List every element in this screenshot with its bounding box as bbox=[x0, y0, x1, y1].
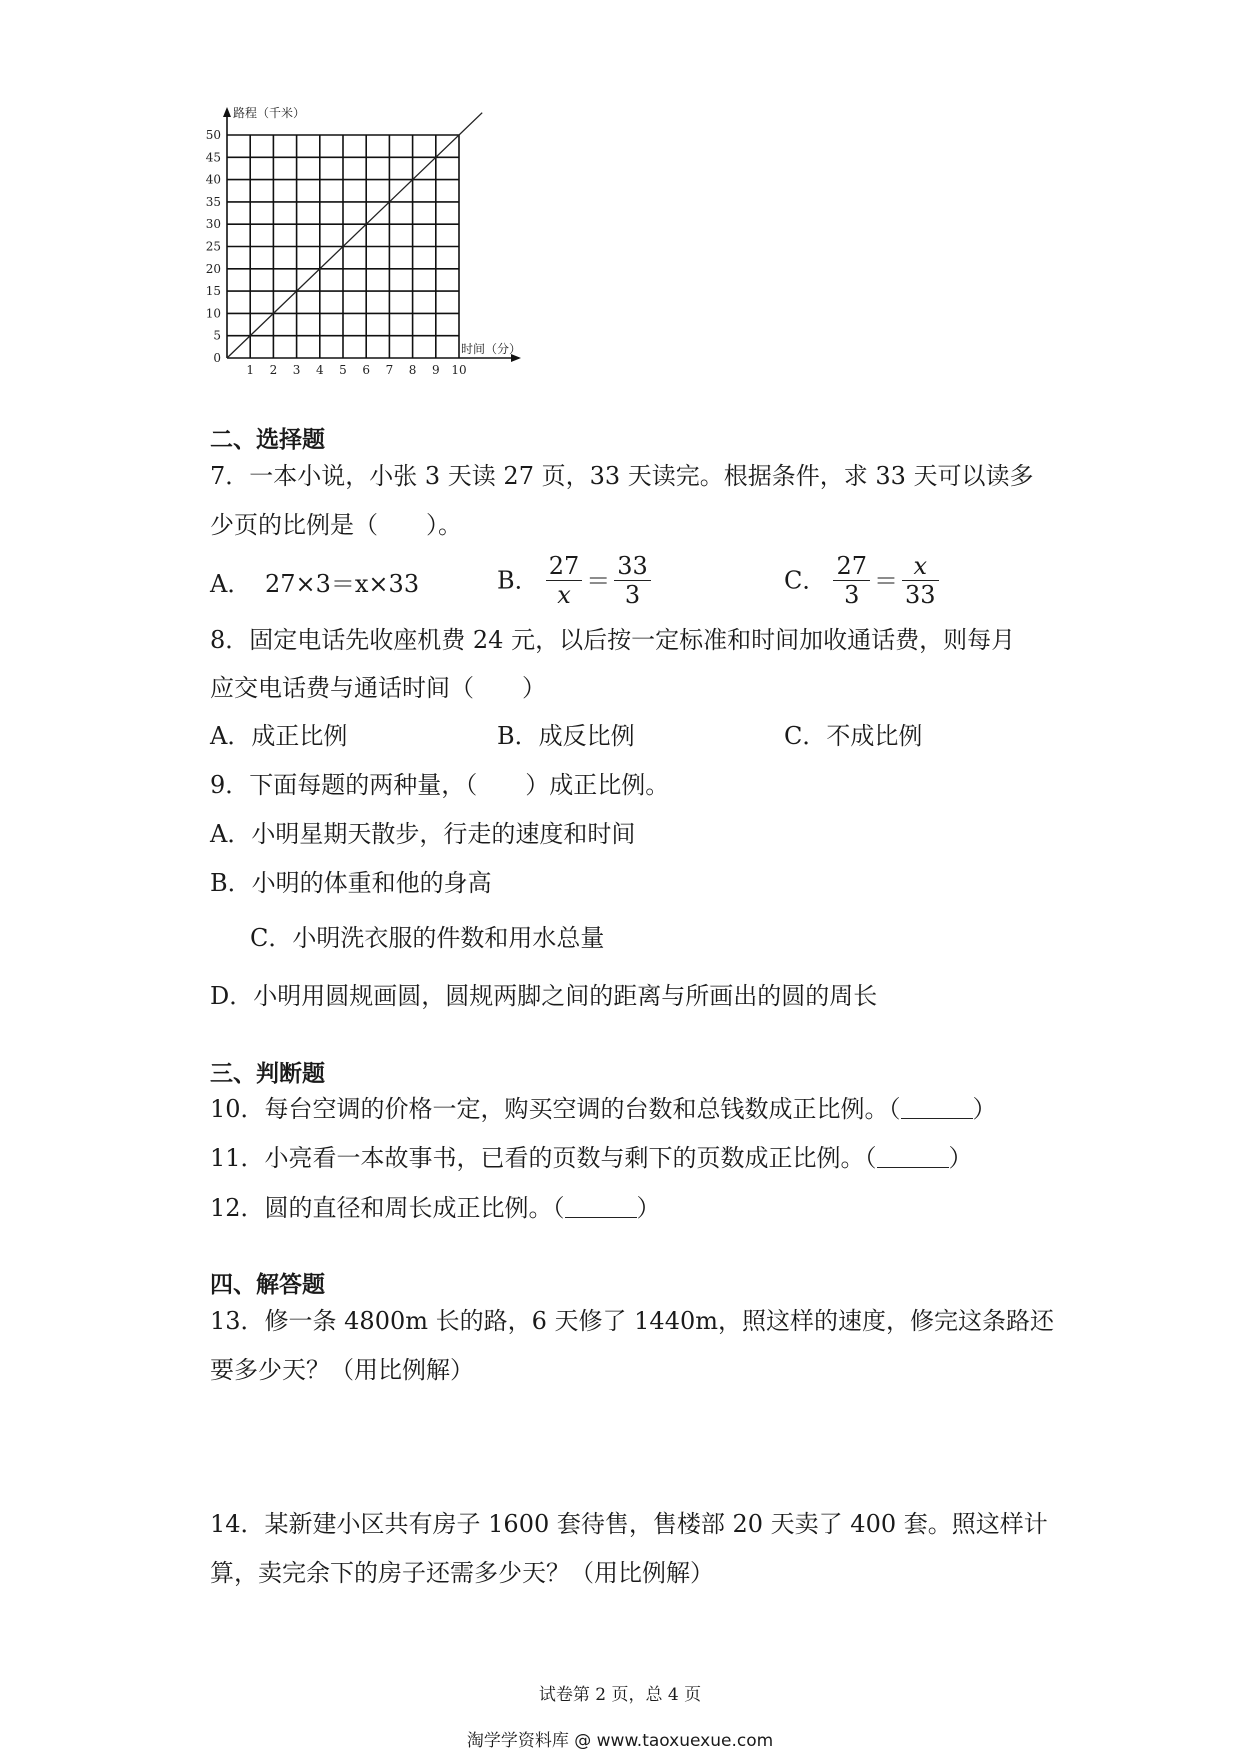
q11-statement bbox=[210, 1142, 973, 1174]
q7-option-b bbox=[497, 552, 653, 609]
x-tick-label: 3 bbox=[292, 363, 301, 377]
q11-text: 11．小亮看一本故事书，已看的页数与剩下的页数成正比例。（ bbox=[210, 1144, 877, 1172]
x-tick-label: 8 bbox=[408, 363, 417, 377]
q7-option-a-expr: 27×3＝x×33 bbox=[264, 570, 420, 598]
q7-c-num1: 27 bbox=[833, 552, 870, 581]
q9-option-c: C．小明洗衣服的件数和用水总量 bbox=[250, 924, 605, 952]
q13-stem-line2: 要多少天？（用比例解） bbox=[210, 1356, 474, 1384]
y-tick-label: 50 bbox=[205, 128, 221, 142]
x-tick-label: 7 bbox=[385, 363, 394, 377]
q12-text: 12．圆的直径和周长成正比例。（ bbox=[210, 1194, 565, 1222]
x-tick-label: 1 bbox=[246, 363, 255, 377]
q14-stem-line1: 14．某新建小区共有房子 1600 套待售，售楼部 20 天卖了 400 套。照这样计 bbox=[210, 1510, 1048, 1538]
section-heading-choice: 二、选择题 bbox=[210, 427, 325, 453]
q8-option-b: B．成反比例 bbox=[497, 722, 635, 750]
q7-c-equals: ＝ bbox=[874, 566, 899, 595]
y-tick-label: 30 bbox=[205, 217, 221, 232]
q7-c-fraction-left bbox=[833, 552, 870, 609]
q10-text: 10．每台空调的价格一定，购买空调的台数和总钱数成正比例。（ bbox=[210, 1095, 901, 1123]
q7-b-num2: 33 bbox=[614, 552, 651, 581]
q8-option-c: C．不成比例 bbox=[784, 722, 923, 750]
y-tick-label: 20 bbox=[205, 261, 221, 276]
q7-b-den2: 3 bbox=[624, 581, 641, 609]
y-tick-label: 35 bbox=[205, 194, 221, 209]
q10-statement bbox=[210, 1093, 997, 1125]
q7-c-fraction-right bbox=[902, 552, 939, 609]
y-tick-label: 40 bbox=[205, 172, 221, 187]
x-tick-label: 5 bbox=[339, 363, 347, 377]
q13-stem-line1: 13．修一条 4800m 长的路，6 天修了 1440m，照这样的速度，修完这条路还 bbox=[210, 1307, 1054, 1335]
y-tick-label: 5 bbox=[213, 328, 221, 343]
y-tick-label: 25 bbox=[205, 239, 221, 254]
y-tick-label: 0 bbox=[213, 351, 221, 365]
y-tick-label: 10 bbox=[205, 306, 221, 321]
q8-stem-line2: 应交电话费与通话时间（ ） bbox=[210, 674, 546, 702]
x-tick-label: 9 bbox=[431, 363, 440, 377]
chart-xlabel: 时间（分） bbox=[461, 342, 522, 356]
q12-close: ） bbox=[636, 1194, 661, 1222]
chart-axes bbox=[223, 107, 521, 362]
series-line bbox=[227, 113, 482, 358]
x-tick-label: 10 bbox=[451, 363, 467, 377]
page-footer: 试卷第 2 页，总 4 页 bbox=[538, 1685, 702, 1705]
y-tick-label: 45 bbox=[205, 150, 221, 165]
section-heading-answer: 四、解答题 bbox=[210, 1272, 325, 1298]
q10-close: ） bbox=[972, 1095, 997, 1123]
y-tick-label: 15 bbox=[205, 284, 221, 299]
q8-stem-line1: 8．固定电话先收座机费 24 元，以后按一定标准和时间加收通话费，则每月 bbox=[210, 626, 1016, 654]
q12-answer-blank[interactable] bbox=[565, 1195, 637, 1218]
q7-b-equals: ＝ bbox=[586, 566, 611, 595]
q7-c-den1: 3 bbox=[844, 581, 860, 609]
q9-option-b: B．小明的体重和他的身高 bbox=[210, 869, 492, 897]
q7-option-c-label: C． bbox=[784, 566, 827, 595]
q7-stem-line2: 少页的比例是（ ）。 bbox=[210, 511, 462, 539]
q7-b-fraction-right bbox=[614, 552, 651, 609]
q14-stem-line2: 算，卖完余下的房子还需多少天？（用比例解） bbox=[210, 1559, 714, 1587]
q7-b-fraction-left bbox=[546, 552, 583, 609]
q7-c-den2: 33 bbox=[905, 581, 936, 609]
q11-close: ） bbox=[948, 1144, 973, 1172]
q7-option-b-label: B． bbox=[497, 566, 539, 595]
q7-b-num1: 27 bbox=[546, 552, 583, 581]
q8-option-a: A．成正比例 bbox=[210, 722, 348, 750]
q9-option-d: D．小明用圆规画圆，圆规两脚之间的距离与所画出的圆的周长 bbox=[210, 982, 878, 1010]
x-tick-label: 4 bbox=[315, 363, 324, 377]
q7-option-a bbox=[210, 568, 419, 600]
q9-option-a: A．小明星期天散步，行走的速度和时间 bbox=[210, 820, 636, 848]
q11-answer-blank[interactable] bbox=[877, 1145, 949, 1168]
section-heading-judge: 三、判断题 bbox=[210, 1061, 325, 1087]
q7-option-a-label: A． bbox=[210, 570, 252, 598]
q7-stem-line1: 7．一本小说，小张 3 天读 27 页，33 天读完。根据条件，求 33 天可以读多 bbox=[210, 462, 1034, 490]
y-axis-arrow bbox=[223, 107, 231, 117]
distance-time-chart bbox=[195, 105, 540, 380]
x-tick-label: 2 bbox=[269, 363, 278, 377]
chart-ylabel: 路程（千米） bbox=[233, 106, 306, 120]
q9-stem: 9．下面每题的两种量，（ ）成正比例。 bbox=[210, 771, 670, 799]
q10-answer-blank[interactable] bbox=[901, 1096, 973, 1119]
q12-statement bbox=[210, 1192, 661, 1224]
q7-option-c bbox=[784, 552, 941, 609]
chart-series bbox=[227, 113, 482, 358]
q7-b-den1: x bbox=[557, 581, 571, 609]
x-tick-label: 6 bbox=[362, 363, 371, 377]
watermark: 淘学学资料库 @ www.taoxuexue.com bbox=[466, 1731, 774, 1751]
q7-c-num2: x bbox=[902, 552, 939, 581]
